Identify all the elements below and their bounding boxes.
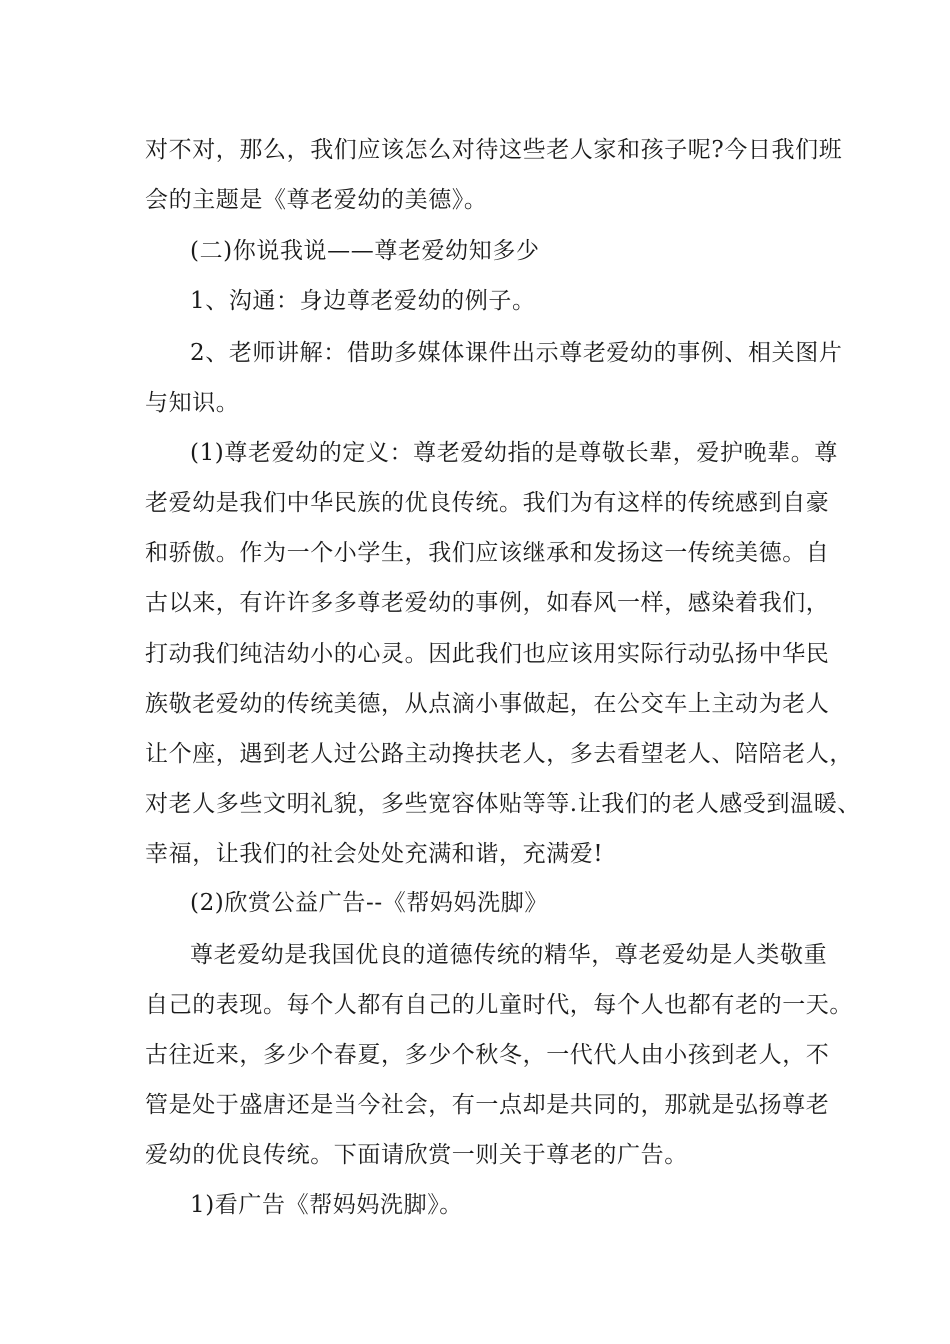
text-line: 管是处于盛唐还是当今社会，有一点却是共同的，那就是弘扬尊老: [145, 1092, 830, 1118]
text-line: 让个座，遇到老人过公路主动搀扶老人，多去看望老人、陪陪老人，: [145, 741, 853, 767]
text-line: 古往近来，多少个春夏，多少个秋冬，一代代人由小孩到老人，不: [145, 1042, 830, 1068]
text-line: 打动我们纯洁幼小的心灵。因此我们也应该用实际行动弘扬中华民: [145, 641, 830, 667]
section-heading: (二)你说我说——尊老爱幼知多少: [190, 238, 540, 264]
list-item: 2、老师讲解：借助多媒体课件出示尊老爱幼的事例、相关图片: [190, 340, 843, 366]
text-line: 对老人多些文明礼貌，多些宽容体贴等等.让我们的老人感受到温暖、: [145, 791, 861, 817]
text-line: 老爱幼是我们中华民族的优良传统。我们为有这样的传统感到自豪: [145, 490, 830, 516]
text-line: 古以来，有许许多多尊老爱幼的事例，如春风一样，感染着我们，: [145, 590, 830, 616]
text-line: 爱幼的优良传统。下面请欣赏一则关于尊老的广告。: [145, 1142, 688, 1168]
text-line: 尊老爱幼是我国优良的道德传统的精华，尊老爱幼是人类敬重: [190, 942, 828, 968]
subsection-heading: (1)尊老爱幼的定义：尊老爱幼指的是尊敬长辈，爱护晚辈。尊: [190, 440, 838, 466]
text-line: 会的主题是《尊老爱幼的美德》。: [145, 187, 488, 213]
text-line: 族敬老爱幼的传统美德，从点滴小事做起，在公交车上主动为老人: [145, 691, 830, 717]
text-line: 对不对，那么，我们应该怎么对待这些老人家和孩子呢?今日我们班: [145, 137, 843, 163]
text-line: 与知识。: [145, 390, 240, 416]
subsection-heading: (2)欣赏公益广告--《帮妈妈洗脚》: [190, 890, 548, 916]
text-line: 幸福，让我们的社会处处充满和谐，充满爱!: [145, 841, 604, 867]
list-item: 1、沟通：身边尊老爱幼的例子。: [190, 288, 536, 314]
text-line: 自己的表现。每个人都有自己的儿童时代，每个人也都有老的一天。: [145, 992, 853, 1018]
list-item: 1)看广告《帮妈妈洗脚》。: [190, 1192, 463, 1218]
text-line: 和骄傲。作为一个小学生，我们应该继承和发扬这一传统美德。自: [145, 540, 830, 566]
